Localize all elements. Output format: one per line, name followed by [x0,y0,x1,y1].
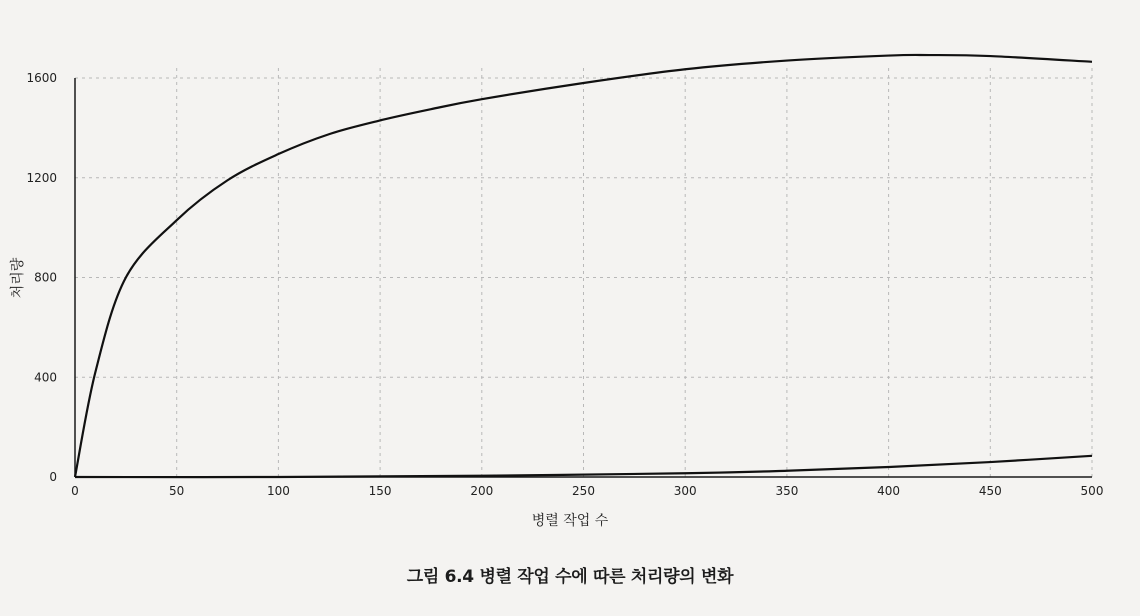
x-tick-label: 200 [470,484,494,498]
x-tick-label: 350 [775,484,799,498]
y-tick-label: 800 [34,270,57,285]
x-tick-labels [71,484,1103,498]
x-tick-label: 500 [1080,484,1104,498]
x-tick-label: 300 [673,484,697,498]
series-line-baseline [75,456,1092,477]
x-tick-label: 100 [266,484,290,498]
x-tick-label: 400 [877,484,901,498]
y-tick-label: 1600 [26,71,57,85]
x-tick-label: 250 [572,484,595,498]
x-tick-label: 450 [978,484,1002,498]
y-tick-label: 1200 [26,170,57,185]
figure-caption: 그림 6.4 병렬 작업 수에 따른 처리량의 변화 [406,567,734,587]
x-tick-label: 150 [368,484,392,498]
y-axis-title: 처리량 [10,257,26,299]
x-tick-label: 50 [169,484,185,498]
grid [75,68,1092,477]
y-tick-labels [26,71,57,484]
y-tick-label: 0 [49,470,57,484]
x-axis-title: 병렬 작업 수 [531,513,609,529]
y-tick-label: 400 [34,370,57,385]
x-tick-label: 0 [71,484,79,498]
